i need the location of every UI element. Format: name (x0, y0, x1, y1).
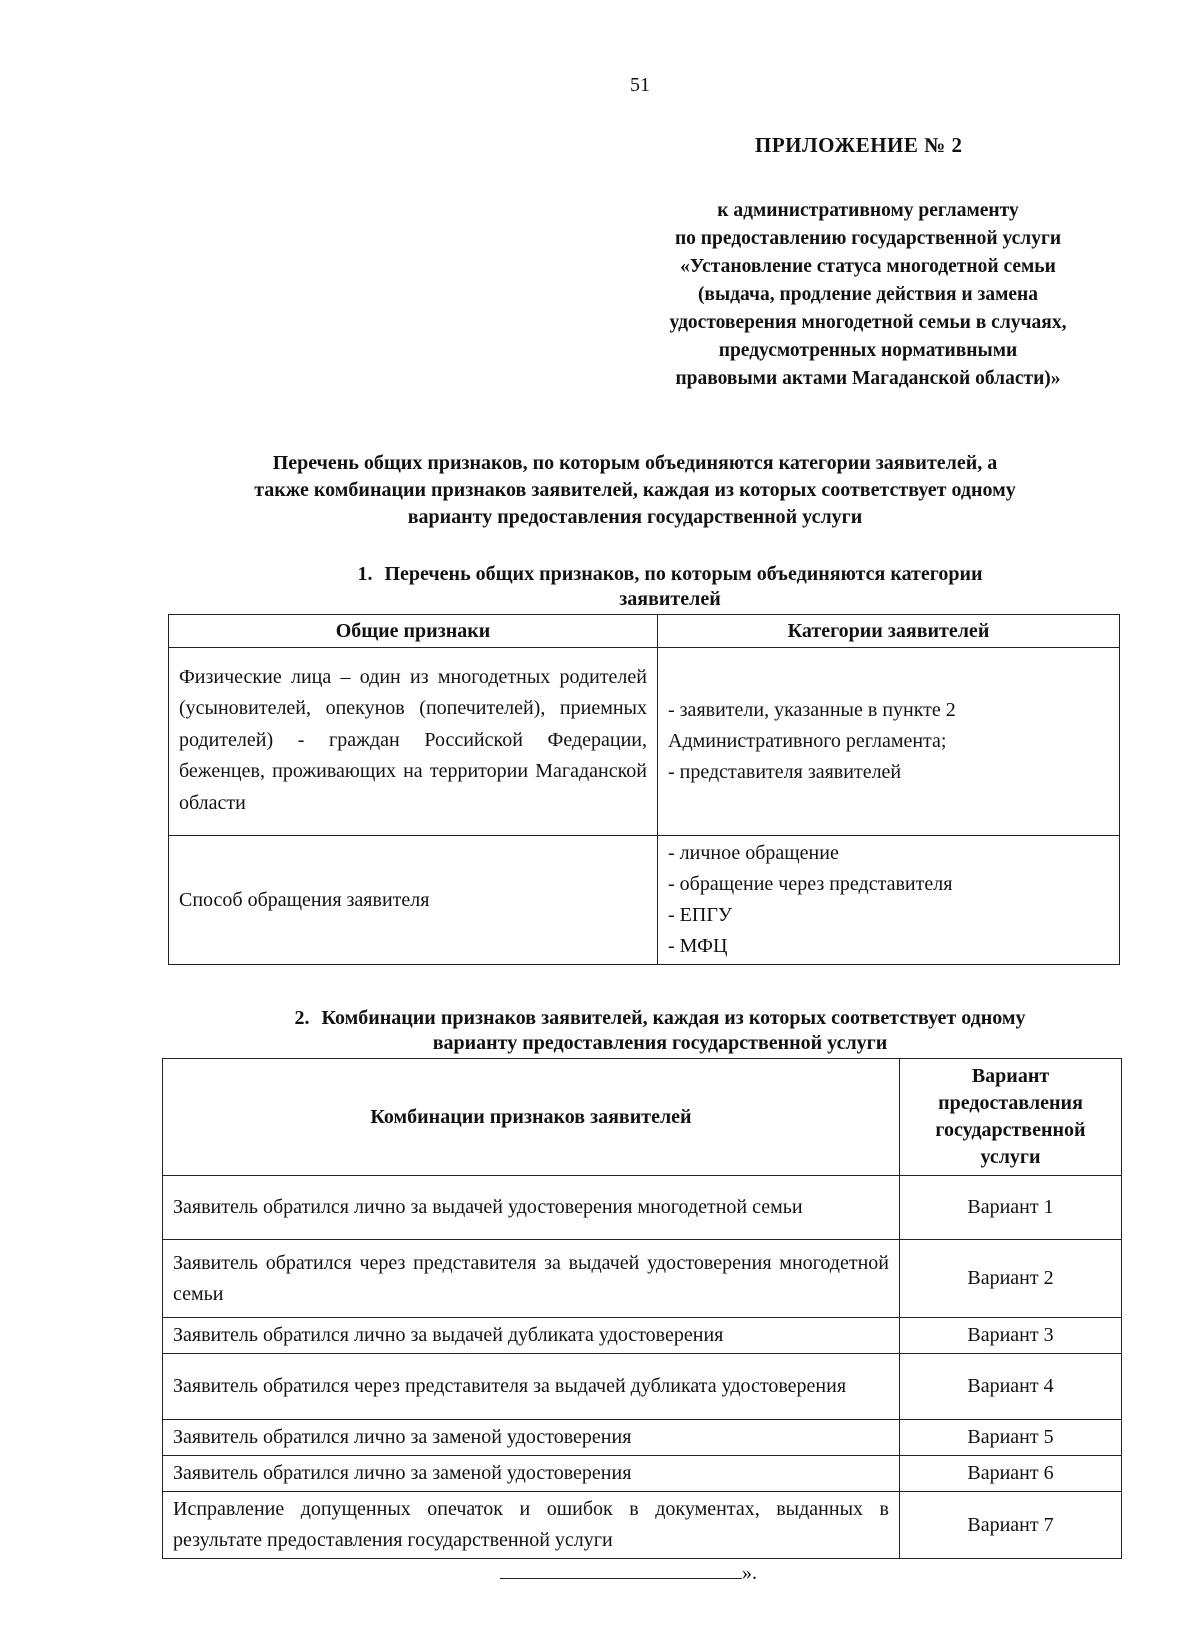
features-table (168, 614, 1120, 965)
categories-cell (658, 836, 1120, 965)
column-header-variant: Вариант предоставления государственной услуги (900, 1059, 1122, 1176)
appendix-subtitle-line: удостоверения многодетной семьи в случаях, (669, 312, 1067, 333)
variant-cell: Вариант 4 (900, 1354, 1122, 1420)
variant-cell: Вариант 1 (900, 1176, 1122, 1240)
column-header-categories: Категории заявителей (658, 615, 1120, 648)
main-heading (170, 450, 1100, 531)
variant-cell: Вариант 3 (900, 1318, 1122, 1354)
appendix-subtitle-line: (выдача, продление действия и замена (697, 284, 1039, 305)
combination-cell: Заявитель обратился лично за выдачей дубликата удостоверения (163, 1318, 900, 1354)
combinations-table-header (163, 1059, 1122, 1176)
appendix-title: ПРИЛОЖЕНИЕ № 2 (755, 133, 963, 157)
column-header-combinations: Комбинации признаков заявителей (163, 1059, 900, 1176)
table-row (163, 1240, 1122, 1318)
appendix-subtitle-line: предусмотренных нормативными (718, 340, 1018, 361)
table-row (163, 1354, 1122, 1420)
table-row (163, 1420, 1122, 1456)
variant-cell: Вариант 7 (900, 1492, 1122, 1559)
feature-cell: Физические лица – один из многодетных родителей (усыновителей, опекунов (попечителей), приемных родителей) - граждан Российской Федерации, беженцев, проживающих на территории Магаданской области (169, 648, 658, 836)
feature-cell: Способ обращения заявителя (169, 836, 658, 965)
closing-quote: ». (742, 1562, 757, 1584)
section2-heading-line: варианту предоставления государственной услуги (432, 1032, 888, 1054)
categories-cell (658, 648, 1120, 836)
main-heading-line: варианту предоставления государственной услуги (407, 506, 863, 528)
main-heading-line: также комбинации признаков заявителей, каждая из которых соответствует одному (254, 479, 1016, 501)
table-row (169, 836, 1120, 965)
table-row (163, 1456, 1122, 1492)
section2-number: 2. (294, 1007, 310, 1029)
appendix-subtitle-line: правовыми актами Магаданской области)» (675, 368, 1061, 389)
table-row (163, 1176, 1122, 1240)
table-row (163, 1318, 1122, 1354)
section1-heading-line: Перечень общих признаков, по которым объединяются категории (384, 563, 983, 585)
closing-mark (500, 1562, 757, 1585)
column-header-features: Общие признаки (169, 615, 658, 648)
category-item: - заявители, указанные в пункте 2 (668, 699, 956, 721)
combination-cell: Заявитель обратился лично за заменой удостоверения (163, 1420, 900, 1456)
features-table-header (169, 615, 1120, 648)
table-row (163, 1492, 1122, 1559)
page-number: 51 (630, 74, 650, 96)
combination-cell: Заявитель обратился лично за заменой удостоверения (163, 1456, 900, 1492)
variant-cell: Вариант 2 (900, 1240, 1122, 1318)
table-row (169, 648, 1120, 836)
appendix-subtitle-line: к административному регламенту (717, 200, 1019, 221)
category-item: - МФЦ (668, 935, 728, 957)
combination-cell: Заявитель обратился через представителя за выдачей дубликата удостоверения (163, 1354, 900, 1420)
signature-line (500, 1562, 742, 1579)
appendix-subtitle-line: по предоставлению государственной услуги (674, 228, 1062, 249)
section2-heading (200, 1006, 1120, 1056)
combination-cell: Заявитель обратился через представителя за выдачей удостоверения многодетной семьи (163, 1240, 900, 1318)
appendix-subtitle-line: «Установление статуса многодетной семьи (680, 256, 1056, 277)
variant-cell: Вариант 5 (900, 1420, 1122, 1456)
section1-heading-line: заявителей (619, 588, 721, 610)
category-item: - ЕПГУ (668, 904, 733, 926)
main-heading-line: Перечень общих признаков, по которым объединяются категории заявителей, а (272, 452, 998, 474)
combination-cell: Исправление допущенных опечаток и ошибок в документах, выданных в результате предоставления государственной услуги (163, 1492, 900, 1559)
appendix-subtitle (608, 197, 1128, 393)
combination-cell: Заявитель обратился лично за выдачей удостоверения многодетной семьи (163, 1176, 900, 1240)
section2-heading-line: Комбинации признаков заявителей, каждая из которых соответствует одному (321, 1007, 1026, 1029)
category-item: - представителя заявителей (668, 761, 902, 783)
category-item: - обращение через представителя (668, 873, 953, 895)
section1-number: 1. (357, 563, 373, 585)
combinations-table (162, 1058, 1122, 1559)
category-item: Административного регламента; (668, 730, 947, 752)
section1-heading (270, 562, 1070, 612)
category-item: - личное обращение (668, 842, 839, 864)
variant-cell: Вариант 6 (900, 1456, 1122, 1492)
